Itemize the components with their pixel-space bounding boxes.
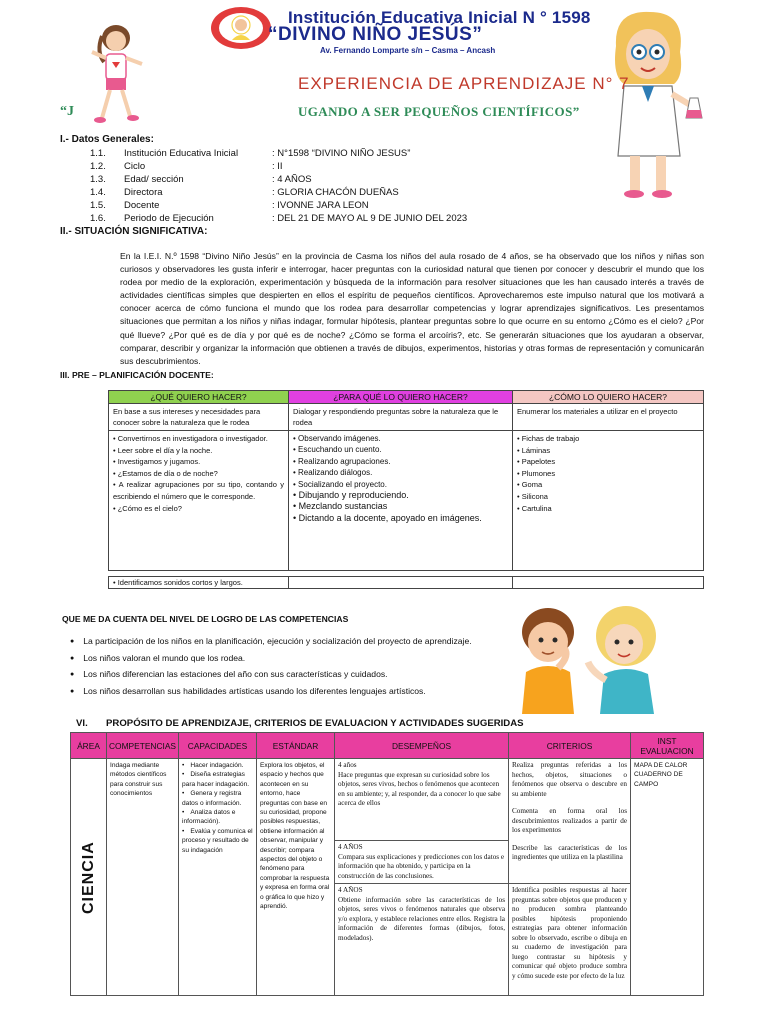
- planning-how-cell: [513, 431, 704, 571]
- general-row-value: : IVONNE JARA LEON: [272, 200, 369, 211]
- desempeno-cell: [335, 759, 509, 841]
- criterio-item: Comenta en forma oral los descubrimientos realizados a partir de los experimentos: [512, 807, 628, 834]
- planning-extra-cell: • Identificamos sonidos cortos y largos.: [109, 577, 289, 589]
- list-item: • Escuchando un cuento.: [293, 444, 508, 455]
- competencia-cell: Indaga mediante métodos científicos para construir sus conocimientos: [107, 759, 179, 996]
- instrumentos-cell: [631, 759, 704, 996]
- planning-extra-text: Identificamos sonidos cortos y largos.: [117, 578, 243, 587]
- list-item: • A realizar agrupaciones por su tipo, contando y escribiendo el número que le corresponde.: [113, 479, 284, 502]
- criterio-item: Realiza preguntas referidas a los hechos, objetos, situaciones o fenómenos que observa o descubre en su ambiente: [512, 761, 628, 798]
- desempeno-age: 4 AÑOS: [338, 843, 363, 851]
- list-item: • Investigamos y jugamos.: [113, 456, 284, 468]
- list-item: • Goma: [517, 479, 699, 491]
- criterio-item: Describe las características de los ingredientes que utiliza en la plastilina: [512, 843, 628, 861]
- desempeno-cell: [335, 884, 509, 996]
- school-address: Av. Fernando Lomparte s/n – Casma – Ancash: [320, 46, 496, 55]
- general-row-value: : GLORIA CHACÓN DUEÑAS: [272, 187, 399, 198]
- planning-extra-empty: [289, 577, 513, 589]
- general-row-label: Periodo de Ejecución: [124, 213, 214, 224]
- header-competencias: COMPETENCIAS: [107, 733, 179, 759]
- general-row-value: : DEL 21 DE MAYO AL 9 DE JUNIO DEL 2023: [272, 213, 468, 224]
- general-row-label: Ciclo: [124, 161, 146, 172]
- girl-illustration: [86, 22, 158, 126]
- general-row: [90, 213, 467, 224]
- achievement-item: ● La participación de los niños en la planificación, ejecución y socialización del proyecto de aprendizaje.: [70, 634, 472, 651]
- list-item: • Genera y registra datos o información.: [182, 789, 253, 808]
- header-desempenos: DESEMPEÑOS: [335, 733, 509, 759]
- planning-extra-table: [108, 576, 704, 589]
- list-item: • Realizando agrupaciones.: [293, 456, 508, 467]
- achievement-list: [70, 634, 472, 700]
- list-item: • Papelotes: [517, 456, 699, 468]
- planning-heading: III. PRE – PLANIFICACIÓN DOCENTE:: [60, 370, 214, 380]
- list-item: • Láminas: [517, 445, 699, 457]
- general-row-value: : N°1598 “DIVINO NIÑO JESUS”: [272, 148, 411, 159]
- list-item: • Evalúa y comunica el proceso y resultado de su indagación: [182, 827, 253, 855]
- desempeno-text: Compara sus explicaciones y predicciones con los datos e información que ha obtenido, y participa en la construcción de las conclusiones.: [338, 852, 505, 880]
- achievement-item: ● Los niños desarrollan sus habilidades artísticas usando los diferentes lenguajes artísticos.: [70, 684, 472, 701]
- criterio-cell: Identifica posibles respuestas al hacer preguntas sobre objetos que producen y no producen sombra planteando posibles hipótesis proponiendo estrategias para obtener información sobre lo observado, escribe o dibuja en su cuaderno de investigación para luego contrastar su hipótesis y comunicar qué objeto produce sombra y cómo sucede este por efecto de la luz: [509, 884, 631, 996]
- school-logo: [210, 6, 272, 50]
- general-row-label: Institución Educativa Inicial: [124, 148, 239, 159]
- planning-what-cell: [109, 431, 289, 571]
- general-row-number: 1.3.: [90, 174, 106, 185]
- list-item: • Mezclando sustancias: [293, 501, 508, 512]
- list-item: • Socializando el proyecto.: [293, 479, 508, 490]
- general-row-value: : II: [272, 161, 283, 172]
- general-row: [90, 200, 369, 211]
- area-cell: CIENCIA: [71, 759, 107, 996]
- planning-intro-what: En base a sus intereses y necesidades para conocer sobre la naturaleza que le rodea: [109, 404, 289, 431]
- list-item: • Fichas de trabajo: [517, 433, 699, 445]
- desempeno-age: 4 años: [338, 761, 357, 769]
- list-item: • Diseña estrategias para hacer indagación.: [182, 770, 253, 789]
- instrumento-item: CUADERNO DE CAMPO: [634, 771, 683, 788]
- header-estandar: ESTÁNDAR: [257, 733, 335, 759]
- general-row: [90, 187, 399, 198]
- situation-text: En la I.E.I. N.º 1598 “Divino Niño Jesús” en la provincia de Casma los niños del aula rosado de 4 años, se ha observado que los niños y niñas son curiosos y observadores les gusta inferir e interrogar, hacer preguntas con la curiosidad natural que tienen por conocer y descubrir el mundo que los rodea por medio de la exploración, experimentación y búsqueda de la información para resolver situaciones que les han causado interés a través de actividades científicas simples que despierten en ellos el espíritu de pequeños científicos. Aprovecharemos este impulso natural que los motivará a conocer acerca de cómo funciona el mundo que los rodea para desarrollar competencias y lograr aprendizajes significativos. Les presentamos situaciones que permitan a los niños y niñas indagar, formular hipótesis, plantear preguntas sobre lo que ocurre en su entorno ¿Cómo es el cielo? ¿Por qué llueve? ¿Por qué es de día y por qué es de noche? ¿Cómo se forma el arcoíris?, etc. Se generarán situaciones que los ayudaran a observar, comparar, describir y organizar la información que obtienen a través de dibujos, experimentos, historias y otras formas de representación y comunicarán sus descubrimientos.: [120, 251, 704, 366]
- list-item: • Silicona: [517, 491, 699, 503]
- general-row-label: Edad/ sección: [124, 174, 184, 185]
- list-item: • ¿Estamos de día o de noche?: [113, 468, 284, 480]
- planning-header-what: ¿QUÉ QUIERO HACER?: [109, 391, 289, 404]
- planning-header-how: ¿CÓMO LO QUIERO HACER?: [513, 391, 704, 404]
- general-row-label: Docente: [124, 200, 160, 211]
- list-item: • Dictando a la docente, apoyado en imágenes.: [293, 513, 508, 524]
- capacidades-cell: [179, 759, 257, 996]
- desempeno-text: Obtiene información sobre las características de los objetos, seres vivos o fenómenos naturales que observa y/o explora, y establece relaciones entre ellos. Registra la información de diferentes formas (dibujos, fotos, modelados).: [338, 895, 506, 942]
- header-area: ÁREA: [71, 733, 107, 759]
- general-row-number: 1.5.: [90, 200, 106, 211]
- list-item: • Analiza datos e información).: [182, 808, 253, 827]
- general-row-number: 1.6.: [90, 213, 106, 224]
- list-item: • Leer sobre el día y la noche.: [113, 445, 284, 457]
- general-row-value: : 4 AÑOS: [272, 174, 312, 185]
- purpose-title: PROPÓSITO DE APRENDIZAJE, CRITERIOS DE EVALUACION Y ACTIVIDADES SUGERIDAS: [106, 718, 524, 729]
- planning-header-why: ¿PARA QUÉ LO QUIERO HACER?: [289, 391, 513, 404]
- achievement-heading: QUE ME DA CUENTA DEL NIVEL DE LOGRO DE LAS COMPETENCIAS: [62, 614, 349, 624]
- header-capacidades: CAPACIDADES: [179, 733, 257, 759]
- list-item: • Plumones: [517, 468, 699, 480]
- general-row: [90, 161, 283, 172]
- experience-title: EXPERIENCIA DE APRENDIZAJE N° 7: [298, 74, 630, 93]
- list-item: • Dibujando y reproduciendo.: [293, 490, 508, 501]
- estandar-cell: Explora los objetos, el espacio y hechos que acontecen en su entorno, hace preguntas con base en su curiosidad, propone posibles respuestas, obtiene información al observar, manipular y describir; compara aspectos del objeto o fenómeno para comprobar la respuesta y expresa en forma oral o gráfica lo que hizo y aprendió.: [257, 759, 335, 996]
- achievement-item: ● Los niños diferencian las estaciones del año con sus características y cuidados.: [70, 667, 472, 684]
- desempeno-age: 4 AÑOS: [338, 886, 363, 894]
- list-item: • Realizando diálogos.: [293, 467, 508, 478]
- situation-heading: II.- SITUACIÓN SIGNIFICATIVA:: [60, 226, 208, 237]
- general-row: [90, 148, 410, 159]
- criterios-cell: [509, 759, 631, 884]
- header-instrumentos: INST EVALUACION: [631, 733, 704, 759]
- desempeno-text: Hace preguntas que expresan su curiosidad sobre los objetos, seres vivos, hechos o fenómenos que acontecen en su ambiente; y, al responder, da a conocer lo que sabe acerca de ellos: [338, 770, 501, 807]
- purpose-table: [70, 732, 704, 996]
- general-row-number: 1.2.: [90, 161, 106, 172]
- planning-why-cell: [289, 431, 513, 571]
- instrumento-item: MAPA DE CALOR: [634, 762, 688, 769]
- list-item: • Observando imágenes.: [293, 433, 508, 444]
- header-criterios: CRITERIOS: [509, 733, 631, 759]
- list-item: • Hacer indagación.: [182, 761, 253, 770]
- desempeno-cell: [335, 841, 509, 884]
- experience-subtitle: UGANDO A SER PEQUEÑOS CIENTÍFICOS”: [298, 104, 580, 119]
- planning-intro-how: Enumerar los materiales a utilizar en el proyecto: [513, 404, 704, 431]
- list-item: • Convertirnos en investigadora o investigador.: [113, 433, 284, 445]
- achievement-item: ● Los niños valoran el mundo que los rodea.: [70, 651, 472, 668]
- school-name: “DIVINO NIÑO JESÚS”: [268, 24, 483, 45]
- list-item: • Cartulina: [517, 503, 699, 515]
- planning-extra-empty: [513, 577, 704, 589]
- general-row-number: 1.1.: [90, 148, 106, 159]
- subtitle-quote: “J: [60, 104, 74, 119]
- purpose-heading: [76, 718, 524, 729]
- general-data-heading: I.- Datos Generales:: [60, 134, 154, 145]
- purpose-number: VI.: [76, 718, 88, 729]
- institution-title: Institución Educativa Inicial N ° 1598: [288, 8, 591, 27]
- list-item: • ¿Cómo es el cielo?: [113, 503, 284, 515]
- general-row-number: 1.4.: [90, 187, 106, 198]
- general-row: [90, 174, 312, 185]
- scientist-girl-illustration: [594, 6, 704, 202]
- planning-intro-why: Dialogar y respondiendo preguntas sobre la naturaleza que le rodea: [289, 404, 513, 431]
- general-row-label: Directora: [124, 187, 163, 198]
- planning-table: [108, 390, 704, 571]
- children-talking-illustration: [508, 602, 668, 714]
